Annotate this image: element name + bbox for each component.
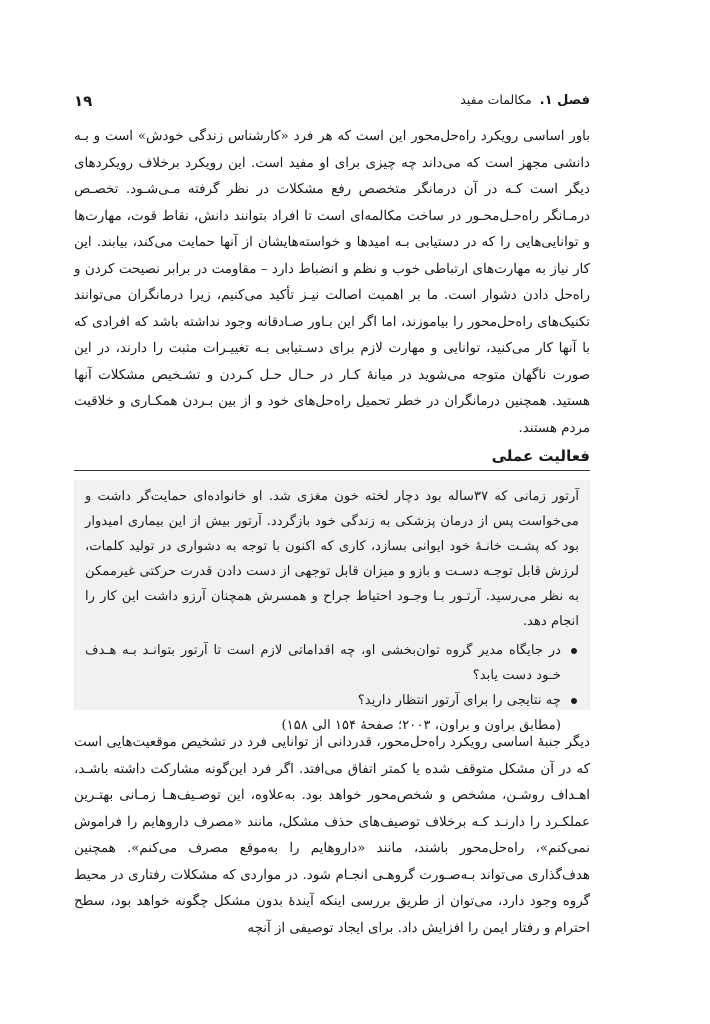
chapter-label: فصل ۱. [539, 93, 590, 108]
list-item: چه نتایجی را برای آرتور انتظار دارید؟ [85, 688, 561, 713]
page-number: ۱۹ [74, 92, 93, 110]
citation: (مطابق براون و براون، ۲۰۰۳؛ صفحهٔ ۱۵۴ الی ۱۵۸) [281, 718, 561, 733]
paragraph-2: دیگر جنبهٔ اساسی رویکرد راه‌حل‌محور، قدردانی از توانایی فرد در تشخیص موقعیت‌هایی است که در آن مشکل متوقف شده یا کمتر اتفاق می‌افتد. اگر فرد این‌گونه مشارکت داشته باشـد، اهـداف روشـن، مشخص و شخص‌محور خواهد بود. به‌علاوه، این توصـیف‌هـا زمـانی بهتـرین عملکـرد را دارنـد کـه برخلاف توصیف‌های حذف مشکل، مانند «مصرف داروهایم را فراموش نمی‌کنم»، راه‌حل‌محور باشند، مانند «داروهایم را به‌موقع مصرف می‌کنم». همچنین هدف‌گذاری می‌تواند بـه‌صـورت گروهـی انجـام شود. در مواردی که مشکلات رفتاری در محیط گروه وجود دارد، می‌توان از طریق بررسی اینکه آیندهٔ بدون مشکل چگونه خواهد بود، سطح احترام و رفتار ایمن را افزایش داد. برای ایجاد توصیفی از آنچه [74, 735, 590, 936]
chapter-title: مکالمات مفید [460, 92, 532, 107]
running-header [74, 92, 590, 116]
section-divider [74, 470, 590, 471]
paragraph-1: باور اساسی رویکرد راه‌حل‌محور این است که هر فرد «کارشناس زندگی خودش» است و بـه دانشی مجهز است که می‌داند چه چیزی برای او مفید است. این رویکرد برخلاف رویکردهای دیگر است کـه در آن درمانگر متخصص رفع مشکلات در نظر گرفته مـی‌شـود. تخصـص درمـانگر راه‌حـل‌محـور در ساخت مکالمه‌ای است تا افراد بتوانند دانش، نقاط قوت، مهارت‌ها و توانایی‌هایی را که در دستیابی بـه امیدها و خواسته‌هایشان از آنها حمایت می‌کند، بیابند. این کار نیاز به مهارت‌های ارتباطی خوب و نظم و انضباط دارد – مقاومت در برابر نصیحت کردن و راه‌حل دادن دشوار است. ما بر اهمیت اصالت نیـز تأکید می‌کنیم، زیرا درمانگران می‌توانند تکنیک‌های راه‌حل‌محور را بیاموزند، اما اگر این بـاور صـادقانه وجود نداشته باشد که افرادی که با آنها کار می‌کنید، توانایی و مهارت لازم برای دسـتیابی بـه تغییـرات مثبت را دارند، در این صورت ناگهان متوجه می‌شوید در میانهٔ کـار در حـال حـل کـردن و تشـخیص مشکلات آنها هستید. همچنین درمانگران در خطر تحمیل راه‌حل‌های خود و از بین بـردن همکـاری و خلاقیت مردم هستند. [74, 129, 590, 436]
case-study-text: آرتور زمانی که ۳۷ساله بود دچار لخته خون مغزی شد. او خانواده‌ای حمایت‌گر داشت و می‌خواست پس از درمان پزشکی به زندگی خود بازگردد. آرتور بیش از این بیماری امیدوار بود که پشـت خانـهٔ خود ایوانی بسازد، کاری که اکنون با توجه به دشواری در تولید کلمات، لرزش قابل توجـه دسـت و بازو و میزان قابل توجهی از دست دادن قدرت حرکتی غیرممکن به نظر می‌رسید. آرتـور بـا وجـود احتیاط جراح و همسرش همچنان آرزو داشت این کار را انجام دهد. [85, 489, 579, 629]
section-title: فعالیت عملی [491, 447, 590, 465]
case-study-box [74, 480, 590, 733]
list-item: در جایگاه مدیر گروه توان‌بخشی او، چه اقداماتی لازم است تا آرتور بتوانـد بـه هـدف خـود دست یابد؟ [85, 638, 561, 688]
question-list [85, 638, 579, 713]
